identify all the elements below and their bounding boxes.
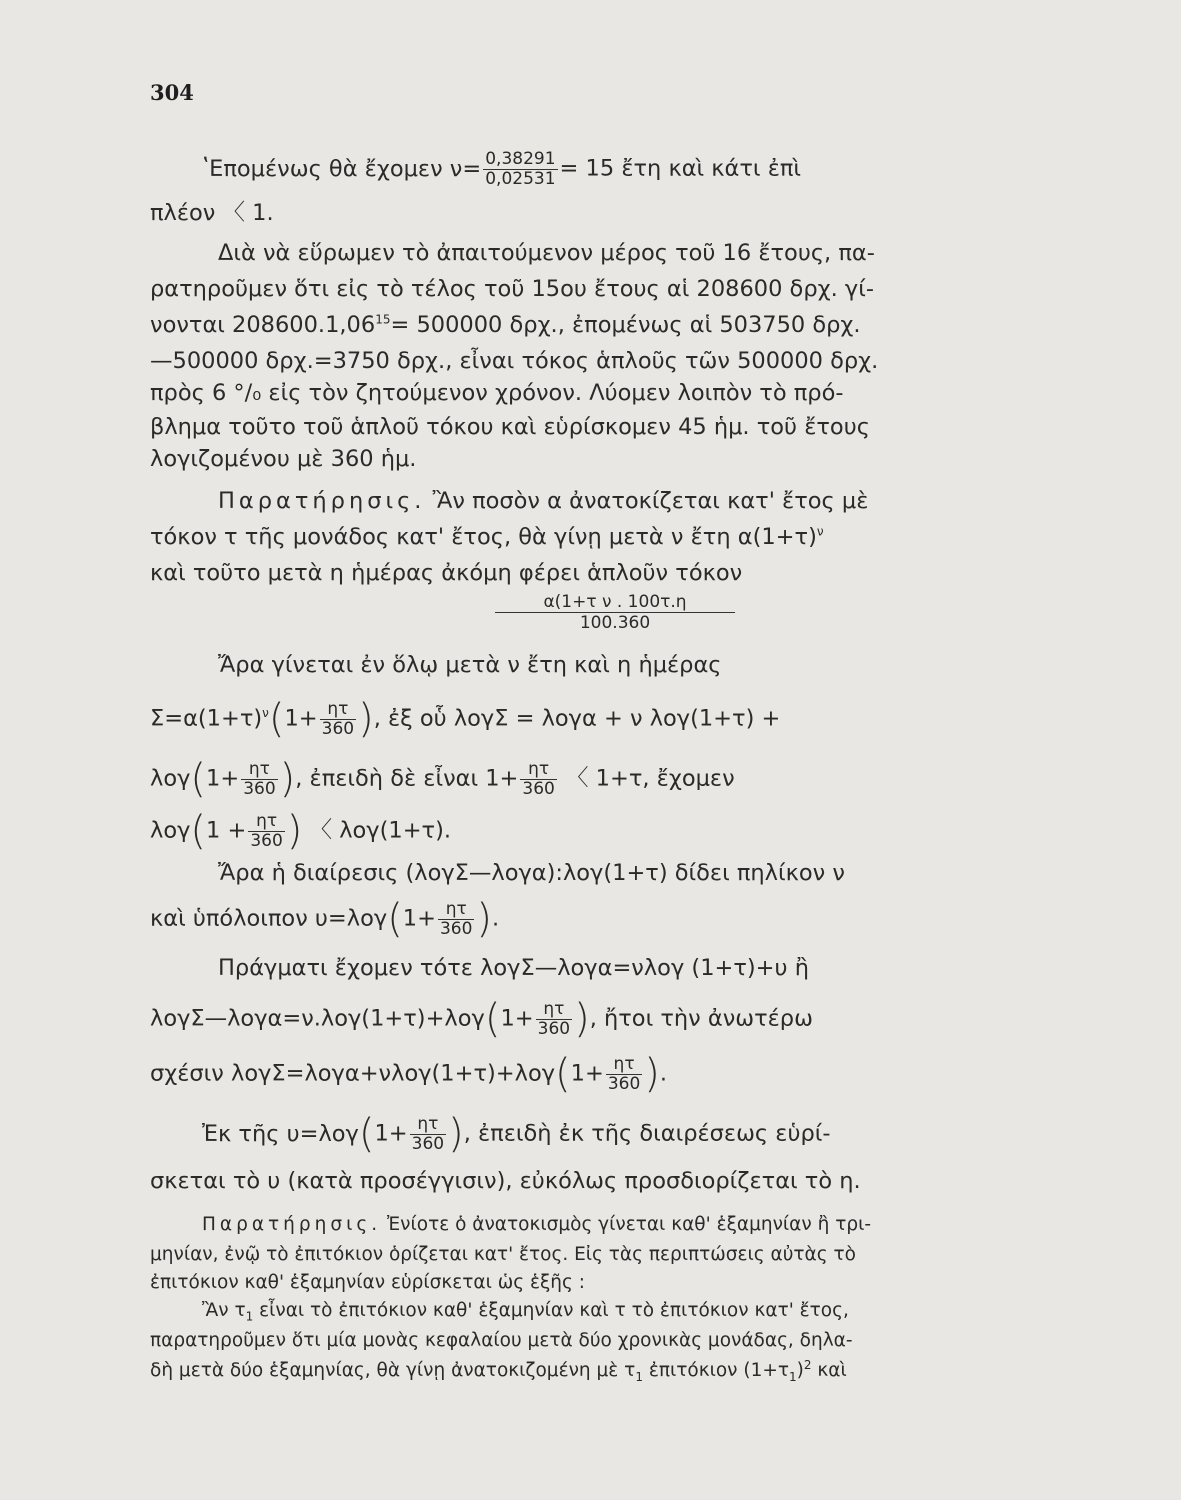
note-line: Ἂν $\tau_1$ εἶναι τὸ ἐπιτόκιον καθ' ἑξαμηνίαν καὶ τ τὸ ἐπιτόκιον κατ' ἔτος, xyxy=(202,1300,849,1324)
text-line: Πράγματι ἔχομεν τότε λογΣ—λογα=νλογ (1+τ)+υ ἢ xyxy=(218,955,809,981)
formula-line: σχέσιν λογΣ=λογα+νλογ(1+τ)+λογ(1+ $\frac{\eta\tau}{360}$ ). xyxy=(150,1051,668,1098)
text-line: Παρατήρησις. Ἂν ποσὸν α ἀνατοκίζεται κατ' ἔτος μὲ xyxy=(218,488,869,514)
text-line: λογιζομένου μὲ 360 ἡμ. xyxy=(150,446,417,472)
text-line: νονται $208600.1,06^{15}= 500000$ δρχ., ἐπομένως αἱ 503750 δρχ. xyxy=(150,312,861,338)
text-line: τόκον τ τῆς μονάδος κατ' ἔτος, θὰ γίνῃ μετὰ ν ἔτη $\alpha(1+\tau)^\nu$ xyxy=(150,524,824,550)
fraction: $\frac{0,38291}{0,02531}$ xyxy=(485,149,556,189)
text-line: Ἄρα γίνεται ἐν ὅλῳ μετὰ ν ἔτη καὶ η ἡμέρας xyxy=(218,652,722,678)
text-line: ρατηροῦμεν ὅτι εἰς τὸ τέλος τοῦ 15ου ἔτους αἱ 208600 δρχ. γί- xyxy=(150,276,874,302)
text-line: ʽΕπομένως θὰ ἔχομεν ν= $\frac{0,38291}{0,02531}$ = 15 ἔτη καὶ κάτι ἐπὶ xyxy=(202,149,802,189)
text-line: βλημα τοῦτο τοῦ ἁπλοῦ τόκου καὶ εὑρίσκομεν 45 ἡμ. τοῦ ἔτους xyxy=(150,414,870,440)
formula-line: $\Sigma=\alpha(1+\tau)^\nu(1+$ $\frac{\eta\tau}{360}$ ), ἐξ οὗ λογΣ = λογα + ν λογ(1+τ) + xyxy=(150,696,781,743)
text-line: καὶ τοῦτο μετὰ η ἡμέρας ἀκόμη φέρει ἁπλοῦν τόκον xyxy=(150,560,743,586)
page-number: 304 xyxy=(150,80,194,105)
note-line: παρατηροῦμεν ὅτι μία μονὰς κεφαλαίου μετὰ δύο χρονικὰς μονάδας, δηλα- xyxy=(150,1330,853,1351)
formula-line: Ἐκ τῆς υ=λογ(1+ $\frac{\eta\tau}{360}$ ), ἐπειδὴ ἐκ τῆς διαιρέσεως εὑρί- xyxy=(202,1111,831,1158)
note-line: Παρατήρησις. Ἐνίοτε ὁ ἀνατοκισμὸς γίνεται καθ' ἑξαμηνίαν ἢ τρι- xyxy=(202,1214,872,1235)
text-line: —500000 δρχ.=3750 δρχ., εἶναι τόκος ἁπλοῦς τῶν 500000 δρχ. xyxy=(150,348,879,374)
text-line: σκεται τὸ υ (κατὰ προσέγγισιν), εὐκόλως προσδιορίζεται τὸ η. xyxy=(150,1168,861,1194)
formula-line: λογ(1 + $\frac{\eta\tau}{360}$ ) 〈 λογ(1+τ). xyxy=(150,808,452,855)
simple-interest-fraction: $\frac{\text{α(1+τ ν . 100τ.η}}{100.360}$ xyxy=(495,592,735,633)
note-line: δὴ μετὰ δύο ἑξαμηνίας, θὰ γίνῃ ἀνατοκιζομένη μὲ $\tau_1$ ἐπιτόκιον $(1+\tau_1)^2$ καὶ xyxy=(150,1358,847,1384)
text-line: Ἄρα ἡ διαίρεσις (λογΣ—λογα):λογ(1+τ) δίδει πηλίκον ν xyxy=(218,860,845,886)
note-line: ἐπιτόκιον καθ' ἑξαμηνίαν εὑρίσκεται ὡς ἑξῆς : xyxy=(150,1272,585,1293)
text-line: πλέον 〈 1. xyxy=(150,200,274,226)
text-line: πρὸς 6 °/₀ εἰς τὸν ζητούμενον χρόνον. Λύομεν λοιπὸν τὸ πρό- xyxy=(150,380,844,406)
note-line: μηνίαν, ἐνῷ τὸ ἐπιτόκιον ὁρίζεται κατ' ἔτος. Εἰς τὰς περιπτώσεις αὐτὰς τὸ xyxy=(150,1244,856,1265)
formula-line: λογΣ—λογα=ν.λογ(1+τ)+λογ(1+ $\frac{\eta\tau}{360}$ ), ἤτοι τὴν ἀνωτέρω xyxy=(150,996,813,1043)
formula-line: λογ(1+ $\frac{\eta\tau}{360}$ ), ἐπειδὴ δὲ εἶναι 1+ $\frac{\eta\tau}{360}$ 〈 1+τ, ἔχομεν xyxy=(150,756,735,803)
formula-line: καὶ ὑπόλοιπον υ=λογ(1+ $\frac{\eta\tau}{360}$ ). xyxy=(150,896,500,943)
text-line: Διὰ νὰ εὕρωμεν τὸ ἀπαιτούμενον μέρος τοῦ 16 ἔτους, πα- xyxy=(218,240,875,266)
